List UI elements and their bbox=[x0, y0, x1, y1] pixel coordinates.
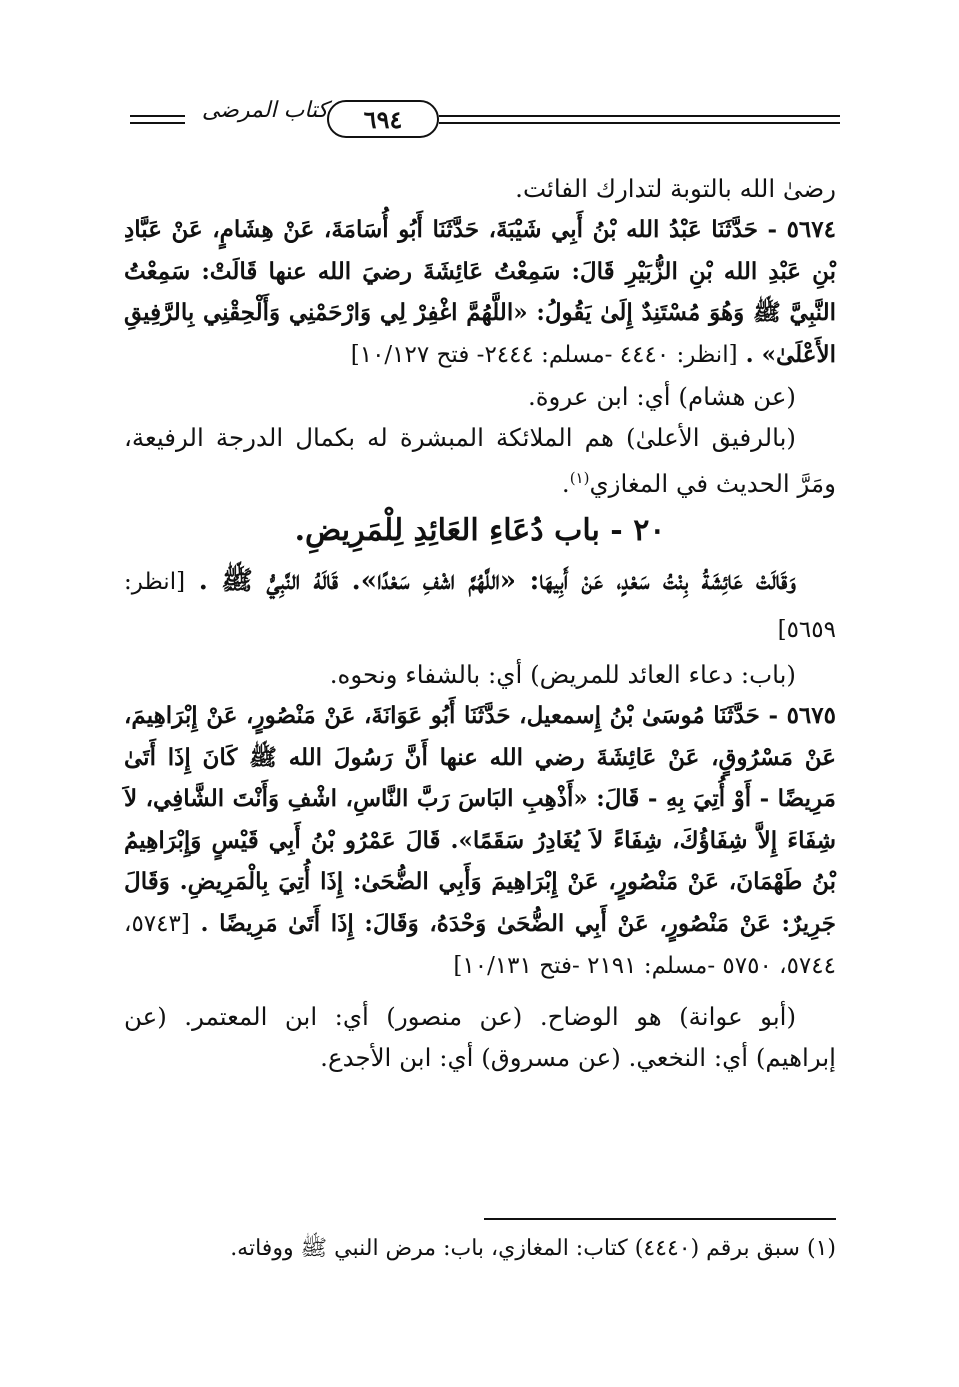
page-number: ٦٩٤ bbox=[327, 100, 439, 138]
footnote: (١) سبق برقم (٤٤٤٠) كتاب: المغازي، باب: مرض النبي ﷺ ووفاته. bbox=[230, 1236, 836, 1261]
note-abu-awana: (أبو عوانة) هو الوضاح. (عن منصور) أي: ابن المعتمر. (عن إبراهيم) أي: النخعي. (عن مسروق) أي: ابن الأجدع. bbox=[124, 1001, 836, 1072]
intro-paragraph: رضىٰ الله بالتوبة لتدارك الفائت. bbox=[515, 174, 836, 203]
page-body bbox=[124, 168, 836, 1078]
note-hisham: (عن هشام) أي: ابن عروة. bbox=[527, 382, 796, 411]
hadith-5674 bbox=[124, 209, 836, 376]
muallaq-narration bbox=[124, 558, 836, 654]
note-bab: (باب: دعاء العائد للمريض) أي: بالشفاء ونحوه. bbox=[329, 660, 796, 690]
footnote-marker: (١) bbox=[569, 469, 590, 487]
note-rafiq-text: (بالرفيق الأعلىٰ) هم الملائكة المبشرة له بكمال الدرجة الرفيعة، ومَرَّ الحديث في المغازي bbox=[124, 423, 836, 499]
hadith-5675-reference: [٥٧٤٣، ٥٧٤٤، ٥٧٥٠ -مسلم: ٢١٩١ -فتح ١٠/١٣١] bbox=[124, 910, 836, 980]
book-title: كتاب المرضى bbox=[201, 98, 329, 123]
hadith-5675 bbox=[124, 695, 836, 988]
hadith-5674-text: ٥٦٧٤ - حَدَّثَنَا عَبْدُ الله بْنُ أَبِي شَيْبَةَ، حَدَّثَنَا أَبُو أُسَامَةَ، عَنْ هِشَامٍ، عَنْ عَبَّادِ بْنِ عَبْدِ الله بْنِ الزُّبَيْرِ قَالَ: سَمِعْتُ عَائِشَةَ رضيَ الله عنها قَالَتْ: سَمِعْتُ النَّبِيَّ ﷺ وَهُوَ مُسْتَنِدٌ إِلَىٰ يَقُولُ: «اللَّهُمَّ اغْفِرْ لِي وَارْحَمْنِي وَأَلْحِقْنِي بِالرَّفِيقِ الأَعْلَىٰ» . bbox=[124, 216, 836, 368]
header-rule-right-bottom bbox=[439, 122, 840, 124]
hadith-5674-reference: [انظر: ٤٤٤٠ -مسلم: ٢٤٤٤- فتح ١٠/١٢٧] bbox=[350, 341, 738, 368]
muallaq-text: وَقَالَتْ عَائِشَةُ بِنْتُ سَعْدٍ، عَنْ أَبِيهَا: «اللَّهُمَّ اشْفِ سَعْدًا». قَالَهُ النَّبِيُّ ﷺ . bbox=[198, 566, 796, 597]
chapter-heading: ٢٠ - باب دُعَاءِ العَائِدِ لِلْمَرِيضِ. bbox=[294, 513, 666, 549]
header-rule-left-top bbox=[130, 115, 185, 117]
running-header bbox=[130, 98, 840, 144]
header-rule-right-top bbox=[439, 115, 840, 117]
footnote-separator bbox=[484, 1218, 836, 1220]
note-rafiq: (بالرفيق الأعلىٰ) هم الملائكة المبشرة له بكمال الدرجة الرفيعة، ومَرَّ الحديث في المغازي$^{(١)}$. bbox=[124, 423, 836, 499]
muallaq-reference: [انظر: ٥٦٥٩] bbox=[124, 569, 836, 644]
hadith-5675-text: ٥٦٧٥ - حَدَّثَنَا مُوسَىٰ بْنُ إِسمعيل، حَدَّثَنَا أَبُو عَوَانَةَ، عَنْ مَنْصُورٍ، عَنْ إِبْرَاهِيمَ، عَنْ مَسْرُوقٍ، عَنْ عَائِشَةَ رضي الله عنها أَنَّ رَسُولَ الله ﷺ كَانَ إِذَا أَتَىٰ مَرِيضًا - أَوْ أُتِيَ بِهِ - قَالَ: «أَذْهِبِ البَاسَ رَبَّ النَّاسِ، اشْفِ وَأَنْتَ الشَّافِي، لاَ شِفَاءَ إِلاَّ شِفَاؤُكَ، شِفَاءً لاَ يُغَادِرُ سَقَمًا». قَالَ عَمْرُو بْنُ أَبِي قَيْسٍ وَإِبْرَاهِيمُ بْنُ طَهْمَانَ، عَنْ مَنْصُورٍ، عَنْ إِبْرَاهِيمَ وَأَبِي الضُّحَىٰ: إِذَا أُتِيَ بِالْمَرِيضِ. وَقَالَ جَرِيرٌ: عَنْ مَنْصُورٍ، عَنْ أَبِي الضُّحَىٰ وَحْدَهُ، وَقَالَ: إِذَا أَتَىٰ مَرِيضًا . bbox=[124, 702, 837, 937]
header-rule-left-bottom bbox=[130, 122, 185, 124]
